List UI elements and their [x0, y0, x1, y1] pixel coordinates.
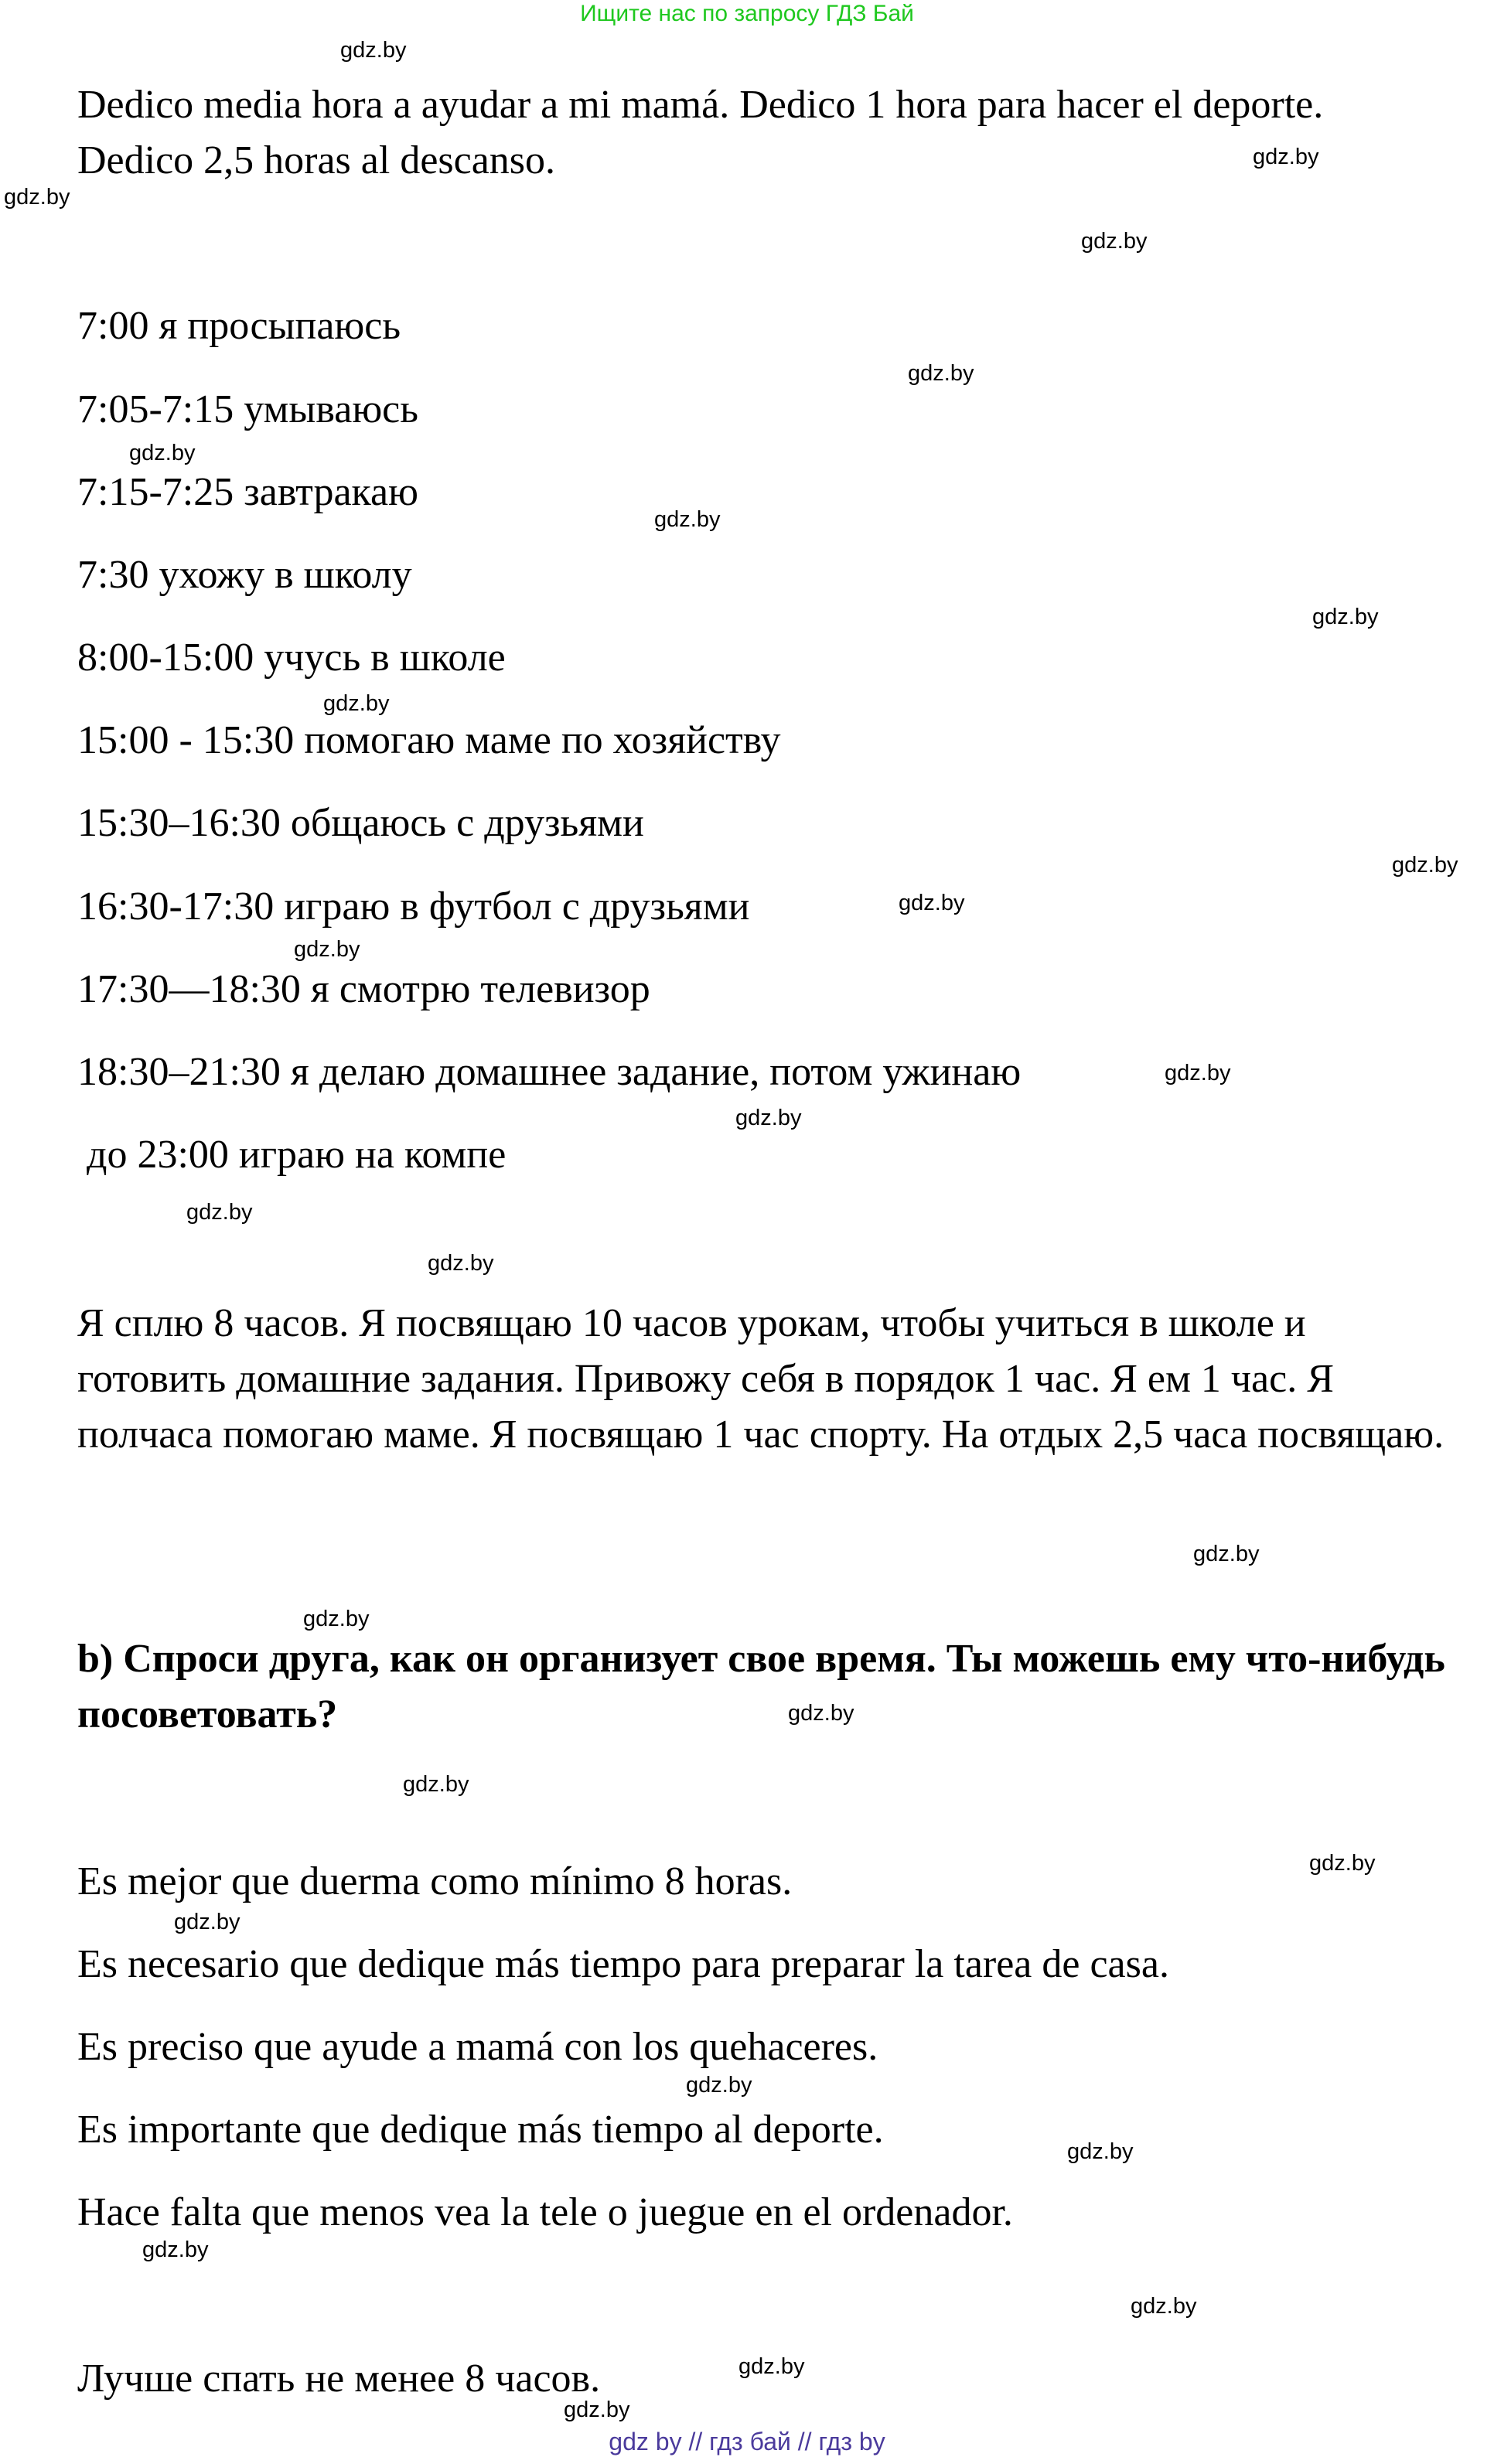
watermark: gdz.by: [186, 1200, 253, 1225]
watermark: gdz.by: [735, 1106, 802, 1130]
watermark: gdz.by: [403, 1772, 469, 1797]
watermark: gdz.by: [174, 1910, 240, 1934]
schedule-line: 15:30–16:30 общаюсь с друзьями: [77, 801, 644, 845]
schedule-line: 18:30–21:30 я делаю домашнее задание, потом ужинаю: [77, 1050, 1022, 1094]
schedule-line: 17:30—18:30 я смотрю телевизор: [77, 967, 650, 1011]
watermark: gdz.by: [899, 891, 965, 915]
watermark: gdz.by: [1253, 145, 1319, 169]
schedule-line: 8:00-15:00 учусь в школе: [77, 636, 506, 680]
watermark: gdz.by: [788, 1701, 854, 1726]
task-b-heading: b) Спроси друга, как он организует свое время. Ты можешь ему что-нибудь посоветовать?: [77, 1637, 1445, 1736]
watermark: gdz.by: [1067, 2139, 1134, 2164]
advice-line: Es necesario que dedique más tiempo para preparar la tarea de casa.: [77, 1942, 1169, 1986]
summary-paragraph: Я сплю 8 часов. Я посвящаю 10 часов урокам, чтобы учиться в школе и готовить домашние задания. Привожу себя в порядок 1 час. Я ем 1 час. Я полчаса помогаю маме. Я посвящаю 1 час спорту. На отдых 2,5 часа посвящаю.: [77, 1301, 1445, 1457]
schedule-line: 7:00 я просыпаюсь: [77, 304, 401, 348]
watermark: gdz.by: [686, 2073, 752, 2098]
schedule-line: 7:05-7:15 умываюсь: [77, 387, 418, 431]
intro-paragraph: Dedico media hora a ayudar a mi mamá. Dedico 1 hora para hacer el deporte. Dedico 2,5 horas al descanso.: [77, 83, 1324, 182]
advice-line: Es importante que dedique más tiempo al deporte.: [77, 2108, 884, 2152]
schedule-line: 7:30 ухожу в школу: [77, 553, 412, 597]
site-banner: Ищите нас по запросу ГДЗ Бай: [580, 1, 914, 26]
watermark: gdz.by: [323, 691, 390, 716]
watermark: gdz.by: [428, 1251, 494, 1276]
watermark: gdz.by: [1312, 605, 1379, 629]
watermark: gdz.by: [1193, 1542, 1260, 1566]
schedule-line: 16:30-17:30 играю в футбол с друзьями: [77, 884, 750, 929]
watermark: gdz.by: [303, 1607, 370, 1631]
advice-line: Es preciso que ayude a mamá con los quehaceres.: [77, 2025, 878, 2069]
watermark: gdz.by: [1309, 1851, 1376, 1876]
watermark: gdz.by: [564, 2398, 630, 2422]
watermark: gdz.by: [340, 38, 407, 63]
watermark: gdz.by: [129, 441, 196, 465]
watermark: gdz.by: [4, 185, 70, 210]
watermark: gdz.by: [738, 2354, 805, 2379]
watermark: gdz.by: [908, 361, 974, 386]
advice-line: Hace falta que menos vea la tele o juegue en el ordenador.: [77, 2190, 1013, 2234]
schedule-line: до 23:00 играю на компе: [87, 1133, 507, 1177]
watermark: gdz.by: [294, 937, 360, 962]
schedule-line: 7:15-7:25 завтракаю: [77, 470, 418, 514]
watermark: gdz.by: [1131, 2294, 1197, 2319]
site-footer: gdz by // гдз бай // гдз by: [609, 2428, 885, 2455]
watermark: gdz.by: [1165, 1061, 1231, 1085]
watermark: gdz.by: [654, 507, 721, 532]
schedule-line: 15:00 - 15:30 помогаю маме по хозяйству: [77, 718, 781, 762]
watermark: gdz.by: [142, 2237, 209, 2262]
watermark: gdz.by: [1081, 229, 1148, 254]
watermark: gdz.by: [1392, 853, 1458, 878]
advice-line-ru: Лучше спать не менее 8 часов.: [77, 2357, 601, 2401]
advice-line: Es mejor que duerma como mínimo 8 horas.: [77, 1859, 793, 1903]
